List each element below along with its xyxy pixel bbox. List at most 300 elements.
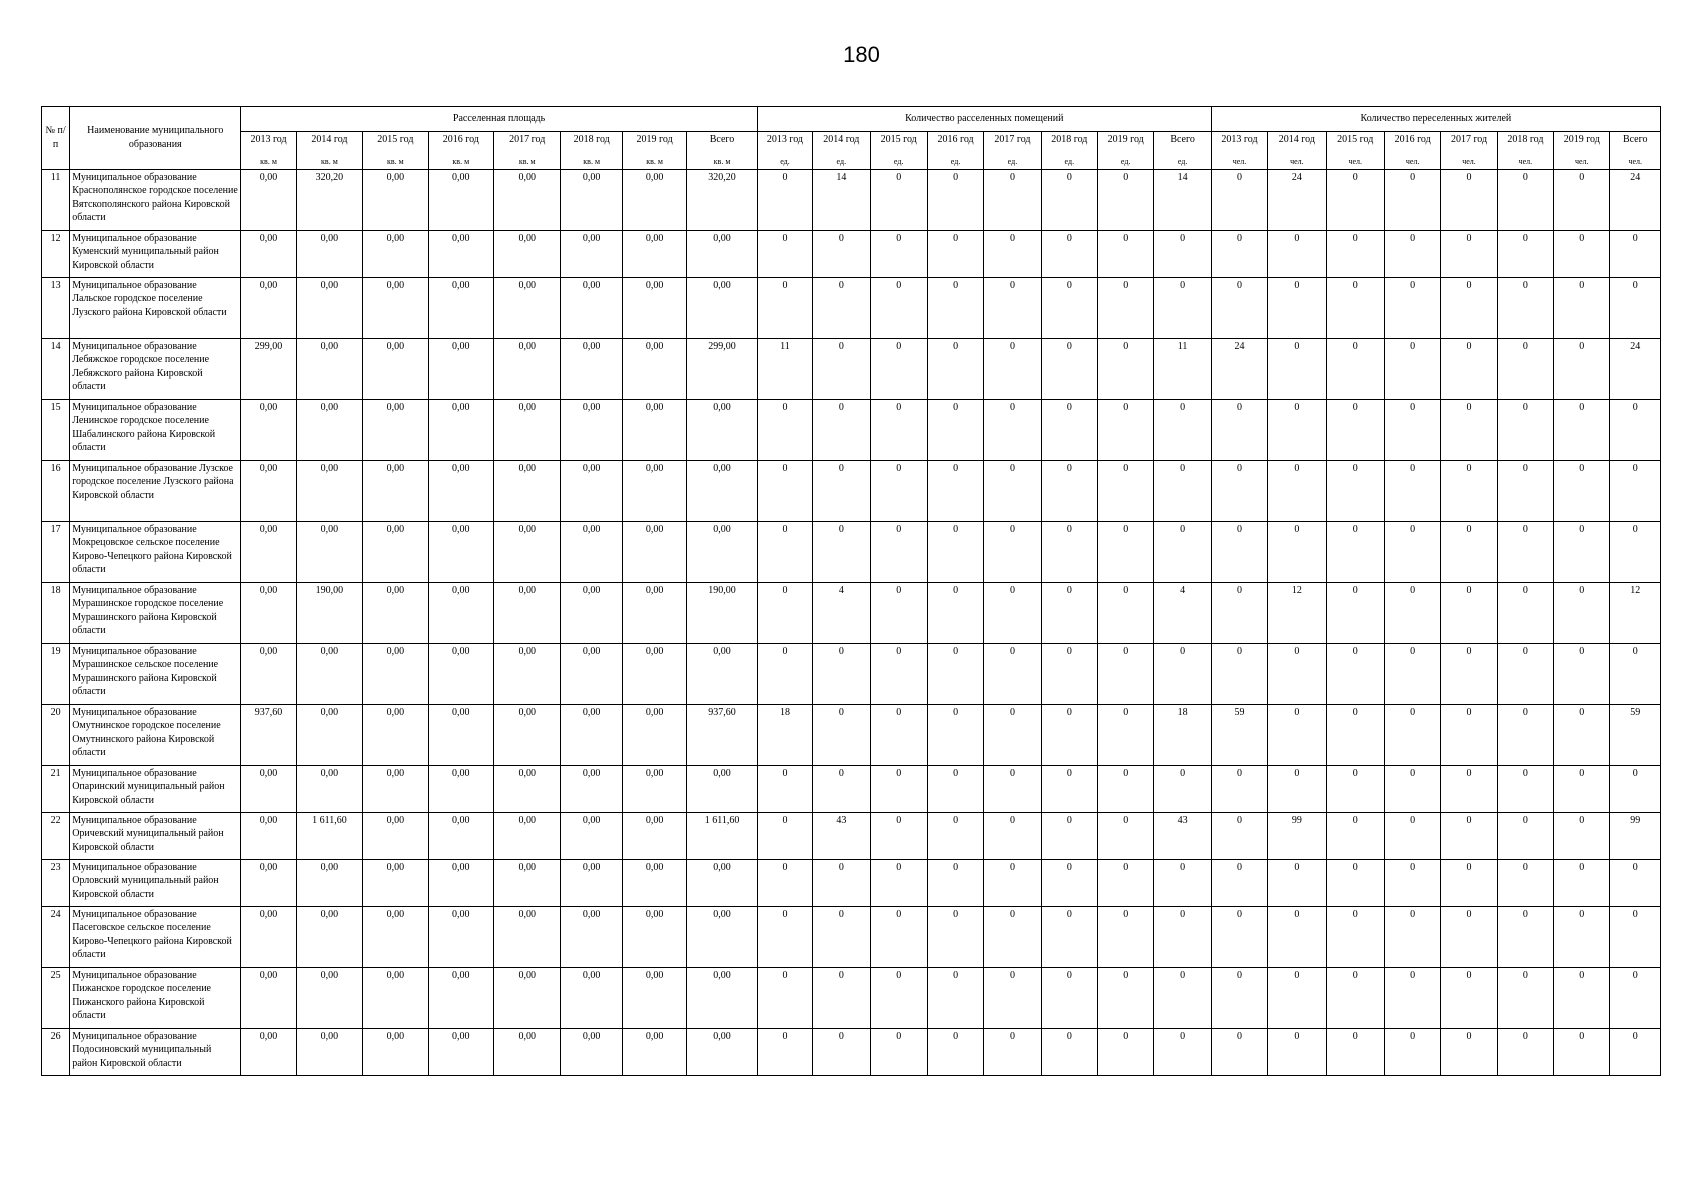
area-cell: 0,00 — [241, 277, 296, 338]
people-cell: 0 — [1211, 967, 1267, 1028]
people-cell: 0 — [1326, 230, 1384, 277]
area-cell: 0,00 — [363, 338, 428, 399]
units-cell: 0 — [1041, 643, 1097, 704]
area-cell: 937,60 — [687, 704, 757, 765]
people-cell: 0 — [1384, 338, 1440, 399]
unit-label: кв. м — [428, 156, 493, 169]
people-cell: 0 — [1441, 521, 1497, 582]
area-cell: 0,00 — [363, 582, 428, 643]
municipality-name: Муниципальное образование Ленинское городское поселение Шабалинского района Кировской области — [70, 399, 241, 460]
area-cell: 0,00 — [687, 906, 757, 967]
people-cell: 0 — [1497, 643, 1553, 704]
units-cell: 0 — [757, 859, 812, 906]
units-cell: 0 — [757, 765, 812, 812]
people-cell: 0 — [1268, 521, 1326, 582]
area-cell: 0,00 — [561, 765, 622, 812]
people-cell: 0 — [1554, 277, 1610, 338]
units-cell: 0 — [1041, 338, 1097, 399]
area-cell: 0,00 — [428, 765, 493, 812]
people-cell: 0 — [1554, 338, 1610, 399]
people-cell: 0 — [1441, 967, 1497, 1028]
people-cell: 0 — [1610, 967, 1661, 1028]
units-cell: 0 — [1154, 460, 1211, 521]
people-cell: 0 — [1211, 812, 1267, 859]
unit-label: кв. м — [363, 156, 428, 169]
area-cell: 0,00 — [561, 859, 622, 906]
units-cell: 0 — [1098, 765, 1154, 812]
people-cell: 0 — [1326, 812, 1384, 859]
units-cell: 0 — [1154, 643, 1211, 704]
units-cell: 0 — [1098, 906, 1154, 967]
units-cell: 0 — [1098, 859, 1154, 906]
area-cell: 0,00 — [241, 521, 296, 582]
people-cell: 0 — [1268, 338, 1326, 399]
table-row — [42, 169, 1661, 230]
column-header: 2015 год — [1326, 132, 1384, 157]
units-cell: 0 — [813, 1028, 870, 1075]
units-cell: 0 — [1154, 521, 1211, 582]
area-cell: 0,00 — [494, 906, 561, 967]
table-header — [42, 107, 1661, 170]
people-cell: 0 — [1326, 765, 1384, 812]
people-cell: 0 — [1211, 169, 1267, 230]
units-cell: 0 — [1154, 765, 1211, 812]
name-header: Наименование муниципального образования — [70, 107, 241, 170]
units-cell: 0 — [757, 277, 812, 338]
column-header: 2019 год — [1554, 132, 1610, 157]
people-cell: 24 — [1268, 169, 1326, 230]
people-cell: 0 — [1610, 399, 1661, 460]
area-cell: 0,00 — [296, 906, 362, 967]
people-cell: 0 — [1384, 643, 1440, 704]
area-cell: 190,00 — [687, 582, 757, 643]
area-cell: 0,00 — [428, 338, 493, 399]
people-cell: 0 — [1554, 582, 1610, 643]
unit-label: чел. — [1441, 156, 1497, 169]
column-header: 2013 год — [757, 132, 812, 157]
people-cell: 0 — [1211, 1028, 1267, 1075]
people-cell: 0 — [1497, 521, 1553, 582]
people-cell: 0 — [1610, 906, 1661, 967]
municipality-name: Муниципальное образование Опаринский муниципальный район Кировской области — [70, 765, 241, 812]
area-cell: 937,60 — [241, 704, 296, 765]
area-cell: 320,20 — [296, 169, 362, 230]
units-cell: 0 — [1041, 906, 1097, 967]
area-cell: 0,00 — [241, 230, 296, 277]
units-cell: 0 — [757, 967, 812, 1028]
area-cell: 0,00 — [622, 277, 686, 338]
area-cell: 1 611,60 — [296, 812, 362, 859]
people-cell: 0 — [1384, 1028, 1440, 1075]
area-cell: 190,00 — [296, 582, 362, 643]
people-cell: 0 — [1211, 399, 1267, 460]
units-cell: 0 — [1098, 277, 1154, 338]
area-cell: 0,00 — [428, 643, 493, 704]
people-cell: 0 — [1497, 399, 1553, 460]
column-header: Всего — [1610, 132, 1661, 157]
area-cell: 0,00 — [363, 521, 428, 582]
people-cell: 0 — [1268, 967, 1326, 1028]
people-cell: 0 — [1497, 1028, 1553, 1075]
people-cell: 0 — [1497, 169, 1553, 230]
units-cell: 0 — [984, 765, 1041, 812]
unit-label: кв. м — [561, 156, 622, 169]
row-number: 20 — [42, 704, 70, 765]
table-row — [42, 765, 1661, 812]
area-cell: 0,00 — [687, 859, 757, 906]
people-cell: 0 — [1384, 582, 1440, 643]
people-cell: 0 — [1326, 277, 1384, 338]
unit-label: кв. м — [494, 156, 561, 169]
units-cell: 0 — [1098, 230, 1154, 277]
area-cell: 299,00 — [241, 338, 296, 399]
unit-label: кв. м — [296, 156, 362, 169]
units-cell: 0 — [757, 643, 812, 704]
area-cell: 0,00 — [428, 521, 493, 582]
people-cell: 0 — [1211, 906, 1267, 967]
units-cell: 0 — [870, 1028, 927, 1075]
municipality-name: Муниципальное образование Краснополянское городское поселение Вятскополянского района Кировской области — [70, 169, 241, 230]
units-cell: 0 — [757, 906, 812, 967]
units-cell: 0 — [927, 812, 983, 859]
people-cell: 0 — [1268, 765, 1326, 812]
column-header: 2017 год — [494, 132, 561, 157]
people-cell: 0 — [1384, 765, 1440, 812]
row-number: 19 — [42, 643, 70, 704]
people-cell: 0 — [1497, 338, 1553, 399]
row-number: 16 — [42, 460, 70, 521]
area-cell: 0,00 — [622, 521, 686, 582]
area-cell: 0,00 — [241, 859, 296, 906]
municipality-name: Муниципальное образование Лебяжское городское поселение Лебяжского района Кировской области — [70, 338, 241, 399]
area-cell: 0,00 — [687, 643, 757, 704]
people-cell: 0 — [1211, 460, 1267, 521]
people-cell: 0 — [1554, 906, 1610, 967]
people-cell: 0 — [1326, 521, 1384, 582]
units-cell: 0 — [757, 521, 812, 582]
people-cell: 0 — [1384, 521, 1440, 582]
units-cell: 0 — [1098, 643, 1154, 704]
people-cell: 0 — [1497, 582, 1553, 643]
municipality-name: Муниципальное образование Лузское городское поселение Лузского района Кировской области — [70, 460, 241, 521]
unit-label: ед. — [757, 156, 812, 169]
units-cell: 0 — [870, 460, 927, 521]
units-cell: 14 — [813, 169, 870, 230]
area-cell: 0,00 — [363, 1028, 428, 1075]
header-row-years — [42, 132, 1661, 157]
area-cell: 0,00 — [428, 277, 493, 338]
units-cell: 0 — [984, 906, 1041, 967]
people-cell: 0 — [1497, 859, 1553, 906]
units-cell: 0 — [1041, 460, 1097, 521]
units-cell: 0 — [1098, 967, 1154, 1028]
area-cell: 0,00 — [241, 812, 296, 859]
municipality-name: Муниципальное образование Мурашинское городское поселение Мурашинского района Кировской области — [70, 582, 241, 643]
table-row — [42, 859, 1661, 906]
units-cell: 0 — [870, 704, 927, 765]
area-cell: 0,00 — [296, 1028, 362, 1075]
area-cell: 0,00 — [561, 704, 622, 765]
units-cell: 18 — [1154, 704, 1211, 765]
unit-label: ед. — [1098, 156, 1154, 169]
people-cell: 0 — [1610, 765, 1661, 812]
people-cell: 0 — [1554, 704, 1610, 765]
units-cell: 0 — [813, 967, 870, 1028]
resettlement-table — [41, 106, 1661, 1076]
units-cell: 0 — [1041, 230, 1097, 277]
units-cell: 0 — [984, 169, 1041, 230]
area-cell: 0,00 — [494, 967, 561, 1028]
units-cell: 0 — [1098, 812, 1154, 859]
units-cell: 0 — [870, 277, 927, 338]
table-row — [42, 230, 1661, 277]
column-header: 2018 год — [1497, 132, 1553, 157]
people-cell: 0 — [1268, 1028, 1326, 1075]
area-cell: 0,00 — [363, 859, 428, 906]
people-cell: 0 — [1211, 521, 1267, 582]
area-cell: 0,00 — [561, 399, 622, 460]
area-cell: 0,00 — [622, 967, 686, 1028]
municipality-name: Муниципальное образование Оричевский муниципальный район Кировской области — [70, 812, 241, 859]
municipality-name: Муниципальное образование Пасеговское сельское поселение Кирово-Чепецкого района Кировской области — [70, 906, 241, 967]
unit-label: чел. — [1211, 156, 1267, 169]
area-cell: 0,00 — [561, 521, 622, 582]
people-cell: 0 — [1326, 1028, 1384, 1075]
area-cell: 0,00 — [687, 399, 757, 460]
units-cell: 0 — [1098, 521, 1154, 582]
unit-label: чел. — [1610, 156, 1661, 169]
units-cell: 0 — [757, 169, 812, 230]
units-cell: 11 — [1154, 338, 1211, 399]
people-cell: 24 — [1610, 169, 1661, 230]
column-header: 2013 год — [241, 132, 296, 157]
area-cell: 0,00 — [622, 460, 686, 521]
people-cell: 0 — [1610, 277, 1661, 338]
row-number: 18 — [42, 582, 70, 643]
units-cell: 0 — [984, 230, 1041, 277]
table-row — [42, 277, 1661, 338]
units-cell: 0 — [1041, 277, 1097, 338]
area-cell: 0,00 — [428, 906, 493, 967]
units-cell: 4 — [1154, 582, 1211, 643]
people-cell: 0 — [1211, 859, 1267, 906]
area-cell: 0,00 — [296, 643, 362, 704]
people-cell: 0 — [1497, 812, 1553, 859]
units-cell: 0 — [870, 643, 927, 704]
units-cell: 0 — [927, 643, 983, 704]
unit-label: чел. — [1326, 156, 1384, 169]
column-header: Всего — [687, 132, 757, 157]
people-cell: 0 — [1610, 460, 1661, 521]
people-cell: 0 — [1441, 704, 1497, 765]
header-row-groups — [42, 107, 1661, 132]
people-cell: 59 — [1211, 704, 1267, 765]
area-cell: 0,00 — [363, 169, 428, 230]
column-header: 2014 год — [813, 132, 870, 157]
table-row — [42, 521, 1661, 582]
units-cell: 0 — [870, 582, 927, 643]
units-cell: 0 — [1098, 399, 1154, 460]
units-cell: 0 — [1041, 399, 1097, 460]
people-cell: 0 — [1384, 230, 1440, 277]
units-cell: 0 — [870, 812, 927, 859]
people-cell: 0 — [1326, 704, 1384, 765]
row-number: 15 — [42, 399, 70, 460]
units-cell: 0 — [1041, 169, 1097, 230]
people-cell: 0 — [1384, 460, 1440, 521]
units-cell: 0 — [1098, 338, 1154, 399]
units-cell: 0 — [757, 1028, 812, 1075]
units-cell: 0 — [1041, 812, 1097, 859]
row-number: 11 — [42, 169, 70, 230]
units-cell: 0 — [984, 582, 1041, 643]
area-cell: 299,00 — [687, 338, 757, 399]
people-cell: 0 — [1384, 967, 1440, 1028]
units-cell: 0 — [870, 338, 927, 399]
people-cell: 0 — [1441, 906, 1497, 967]
unit-label: ед. — [813, 156, 870, 169]
column-header: 2018 год — [1041, 132, 1097, 157]
people-cell: 0 — [1211, 643, 1267, 704]
units-cell: 0 — [1098, 460, 1154, 521]
units-cell: 0 — [813, 277, 870, 338]
column-header: 2016 год — [1384, 132, 1440, 157]
area-cell: 0,00 — [561, 169, 622, 230]
area-cell: 0,00 — [296, 338, 362, 399]
table-row — [42, 582, 1661, 643]
area-cell: 0,00 — [241, 582, 296, 643]
people-cell: 0 — [1554, 399, 1610, 460]
row-number: 25 — [42, 967, 70, 1028]
people-cell: 0 — [1384, 169, 1440, 230]
municipality-name: Муниципальное образование Омутнинское городское поселение Омутнинского района Кировской области — [70, 704, 241, 765]
area-cell: 0,00 — [561, 812, 622, 859]
area-cell: 0,00 — [363, 643, 428, 704]
table-row — [42, 906, 1661, 967]
people-cell: 0 — [1610, 643, 1661, 704]
units-cell: 0 — [813, 859, 870, 906]
area-cell: 0,00 — [494, 338, 561, 399]
people-cell: 0 — [1610, 1028, 1661, 1075]
column-header: 2018 год — [561, 132, 622, 157]
people-cell: 0 — [1554, 765, 1610, 812]
units-cell: 0 — [1154, 277, 1211, 338]
units-cell: 0 — [813, 230, 870, 277]
units-cell: 0 — [757, 582, 812, 643]
people-cell: 0 — [1326, 399, 1384, 460]
units-cell: 0 — [1098, 169, 1154, 230]
people-cell: 0 — [1211, 765, 1267, 812]
units-cell: 0 — [927, 399, 983, 460]
area-cell: 0,00 — [363, 399, 428, 460]
area-cell: 0,00 — [241, 460, 296, 521]
units-cell: 0 — [927, 582, 983, 643]
units-cell: 0 — [813, 765, 870, 812]
people-cell: 99 — [1610, 812, 1661, 859]
area-cell: 0,00 — [363, 230, 428, 277]
people-cell: 0 — [1268, 460, 1326, 521]
people-cell: 0 — [1441, 643, 1497, 704]
area-cell: 0,00 — [241, 1028, 296, 1075]
area-cell: 0,00 — [494, 812, 561, 859]
units-cell: 0 — [1154, 1028, 1211, 1075]
column-header: 2015 год — [363, 132, 428, 157]
table-row — [42, 967, 1661, 1028]
area-cell: 0,00 — [494, 277, 561, 338]
area-cell: 0,00 — [241, 765, 296, 812]
area-cell: 0,00 — [363, 277, 428, 338]
unit-label: ед. — [1154, 156, 1211, 169]
units-cell: 0 — [927, 967, 983, 1028]
group-header-area: Расселенная площадь — [241, 107, 757, 132]
units-cell: 0 — [870, 521, 927, 582]
people-cell: 99 — [1268, 812, 1326, 859]
units-cell: 43 — [813, 812, 870, 859]
unit-label: чел. — [1268, 156, 1326, 169]
table-row — [42, 338, 1661, 399]
area-cell: 0,00 — [561, 1028, 622, 1075]
column-header: 2014 год — [296, 132, 362, 157]
units-cell: 0 — [1041, 859, 1097, 906]
table-row — [42, 812, 1661, 859]
area-cell: 0,00 — [428, 859, 493, 906]
people-cell: 0 — [1384, 399, 1440, 460]
area-cell: 0,00 — [428, 169, 493, 230]
column-header: Всего — [1154, 132, 1211, 157]
units-cell: 0 — [870, 906, 927, 967]
area-cell: 0,00 — [428, 1028, 493, 1075]
people-cell: 59 — [1610, 704, 1661, 765]
people-cell: 0 — [1441, 230, 1497, 277]
unit-label: ед. — [927, 156, 983, 169]
units-cell: 0 — [1041, 967, 1097, 1028]
people-cell: 0 — [1497, 460, 1553, 521]
area-cell: 0,00 — [494, 643, 561, 704]
units-cell: 0 — [984, 967, 1041, 1028]
people-cell: 0 — [1268, 859, 1326, 906]
people-cell: 0 — [1326, 643, 1384, 704]
area-cell: 0,00 — [296, 460, 362, 521]
area-cell: 0,00 — [622, 704, 686, 765]
area-cell: 0,00 — [428, 460, 493, 521]
people-cell: 0 — [1268, 906, 1326, 967]
area-cell: 0,00 — [687, 230, 757, 277]
units-cell: 0 — [927, 230, 983, 277]
people-cell: 0 — [1326, 967, 1384, 1028]
column-header: 2017 год — [984, 132, 1041, 157]
units-cell: 0 — [984, 521, 1041, 582]
area-cell: 0,00 — [494, 399, 561, 460]
area-cell: 0,00 — [494, 1028, 561, 1075]
units-cell: 0 — [984, 277, 1041, 338]
table-row — [42, 399, 1661, 460]
people-cell: 0 — [1384, 277, 1440, 338]
units-cell: 0 — [757, 230, 812, 277]
area-cell: 0,00 — [296, 859, 362, 906]
area-cell: 0,00 — [622, 812, 686, 859]
area-cell: 0,00 — [622, 643, 686, 704]
units-cell: 0 — [1041, 765, 1097, 812]
row-number: 21 — [42, 765, 70, 812]
table-row — [42, 704, 1661, 765]
group-header-units: Количество расселенных помещений — [757, 107, 1211, 132]
municipality-name: Муниципальное образование Мокрецовское сельское поселение Кирово-Чепецкого района Кировской области — [70, 521, 241, 582]
group-header-people: Количество переселенных жителей — [1211, 107, 1660, 132]
column-header: 2013 год — [1211, 132, 1267, 157]
people-cell: 0 — [1384, 906, 1440, 967]
table-row — [42, 643, 1661, 704]
people-cell: 0 — [1268, 399, 1326, 460]
